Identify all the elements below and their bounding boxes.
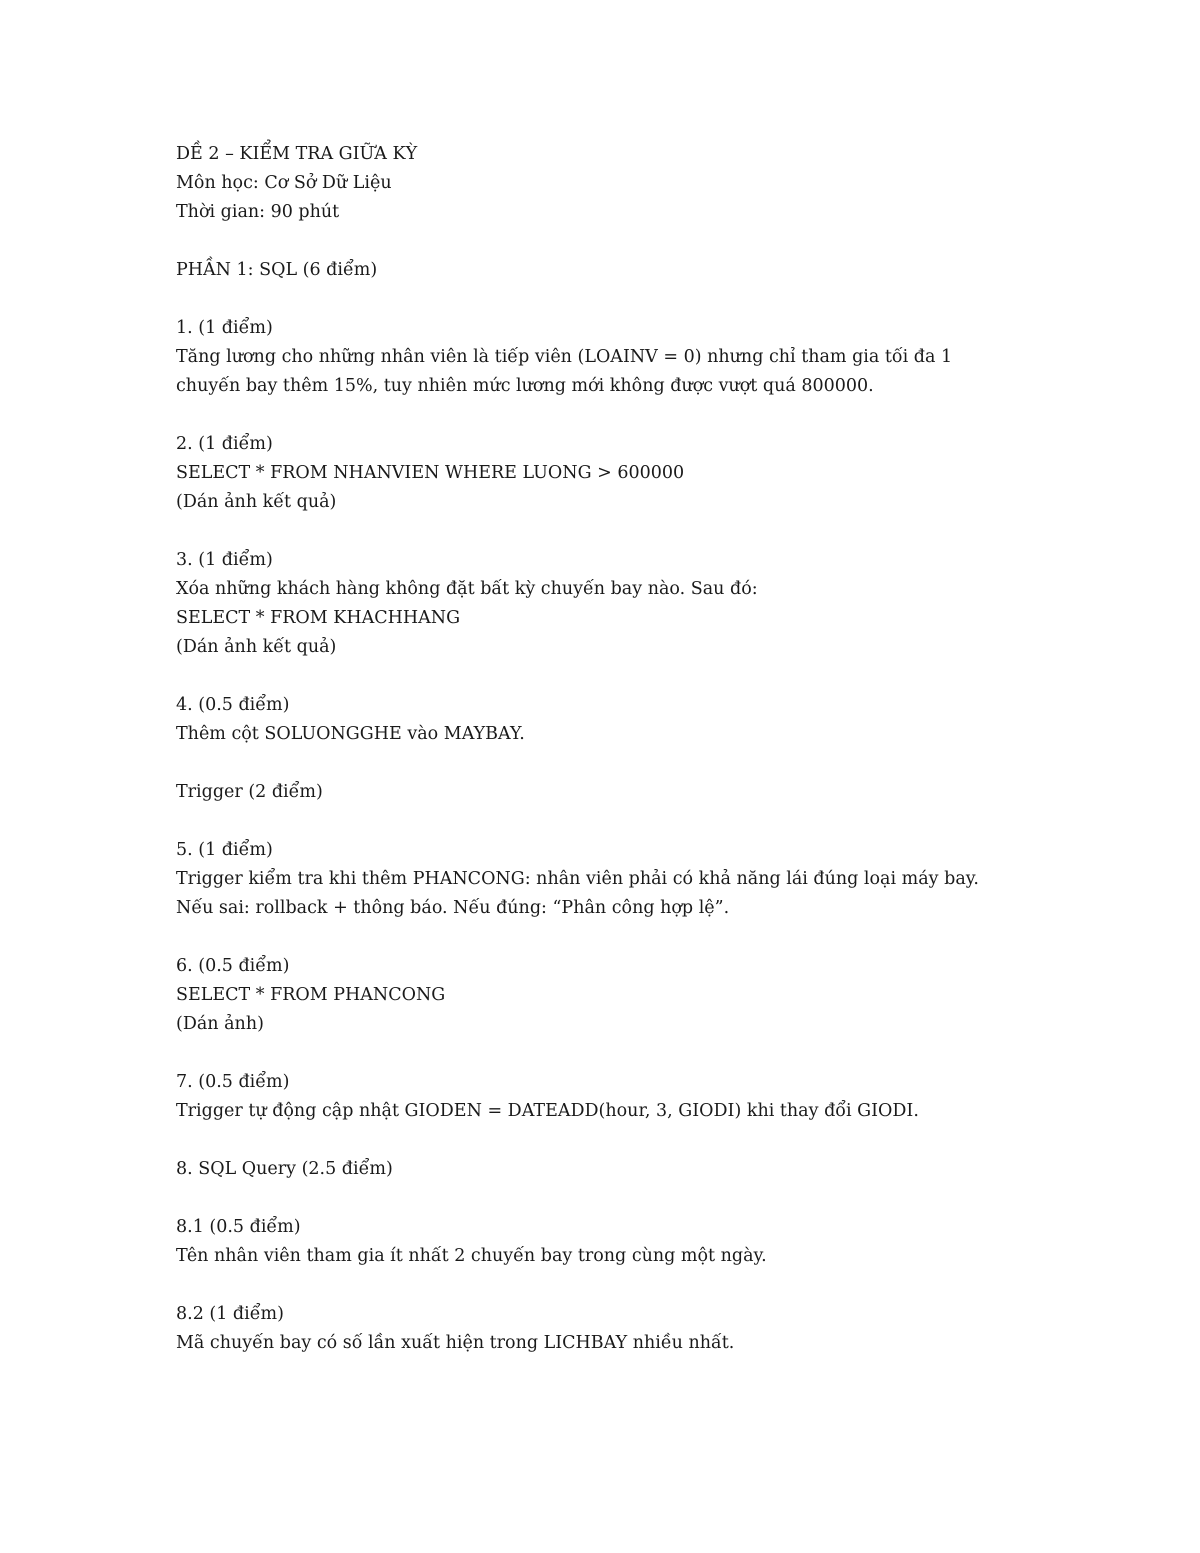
question-2-text: SELECT * FROM NHANVIEN WHERE LUONG > 600000 [176, 463, 685, 483]
document-body [176, 140, 1076, 1358]
spacer [176, 285, 1076, 314]
spacer [176, 662, 1076, 691]
spacer [176, 1126, 1076, 1155]
trigger-heading: Trigger (2 điểm) [176, 782, 323, 802]
question-2-label: 2. (1 điểm) [176, 434, 273, 454]
question-5-label: 5. (1 điểm) [176, 840, 273, 860]
question-6-label: 6. (0.5 điểm) [176, 956, 290, 976]
question-5-text: Trigger kiểm tra khi thêm PHANCONG: nhân viên phải có khả năng lái đúng loại máy bay. [176, 869, 979, 889]
question-8-1-text: Tên nhân viên tham gia ít nhất 2 chuyến bay trong cùng một ngày. [176, 1246, 767, 1266]
question-8-2-label: 8.2 (1 điểm) [176, 1304, 284, 1324]
spacer [176, 1184, 1076, 1213]
exam-duration: Thời gian: 90 phút [176, 202, 340, 222]
question-7-label: 7. (0.5 điểm) [176, 1072, 290, 1092]
question-3-text: Xóa những khách hàng không đặt bất kỳ chuyến bay nào. Sau đó: [176, 579, 758, 599]
exam-subject: Môn học: Cơ Sở Dữ Liệu [176, 173, 392, 193]
question-8-1-label: 8.1 (0.5 điểm) [176, 1217, 301, 1237]
spacer [176, 749, 1076, 778]
question-7-text: Trigger tự động cập nhật GIODEN = DATEADD(hour, 3, GIODI) khi thay đổi GIODI. [176, 1101, 919, 1121]
question-1-text: chuyến bay thêm 15%, tuy nhiên mức lương mới không được vượt quá 800000. [176, 376, 874, 396]
question-6-text: (Dán ảnh) [176, 1014, 264, 1034]
question-3-text: (Dán ảnh kết quả) [176, 637, 337, 657]
question-8-heading: 8. SQL Query (2.5 điểm) [176, 1159, 393, 1179]
exam-title: DỀ 2 – KIỂM TRA GIỮA KỲ [176, 144, 418, 164]
question-6-text: SELECT * FROM PHANCONG [176, 985, 446, 1005]
spacer [176, 517, 1076, 546]
spacer [176, 227, 1076, 256]
question-3-text: SELECT * FROM KHACHHANG [176, 608, 461, 628]
spacer [176, 807, 1076, 836]
question-4-text: Thêm cột SOLUONGGHE vào MAYBAY. [176, 724, 525, 744]
question-4-label: 4. (0.5 điểm) [176, 695, 290, 715]
spacer [176, 1039, 1076, 1068]
question-5-text: Nếu sai: rollback + thông báo. Nếu đúng: “Phân công hợp lệ”. [176, 898, 730, 918]
question-3-label: 3. (1 điểm) [176, 550, 273, 570]
part1-heading: PHẦN 1: SQL (6 điểm) [176, 260, 378, 280]
spacer [176, 923, 1076, 952]
spacer [176, 1271, 1076, 1300]
question-8-2-text: Mã chuyến bay có số lần xuất hiện trong LICHBAY nhiều nhất. [176, 1333, 735, 1353]
question-1-label: 1. (1 điểm) [176, 318, 273, 338]
spacer [176, 401, 1076, 430]
question-2-text: (Dán ảnh kết quả) [176, 492, 337, 512]
question-1-text: Tăng lương cho những nhân viên là tiếp viên (LOAINV = 0) nhưng chỉ tham gia tối đa 1 [176, 347, 953, 367]
